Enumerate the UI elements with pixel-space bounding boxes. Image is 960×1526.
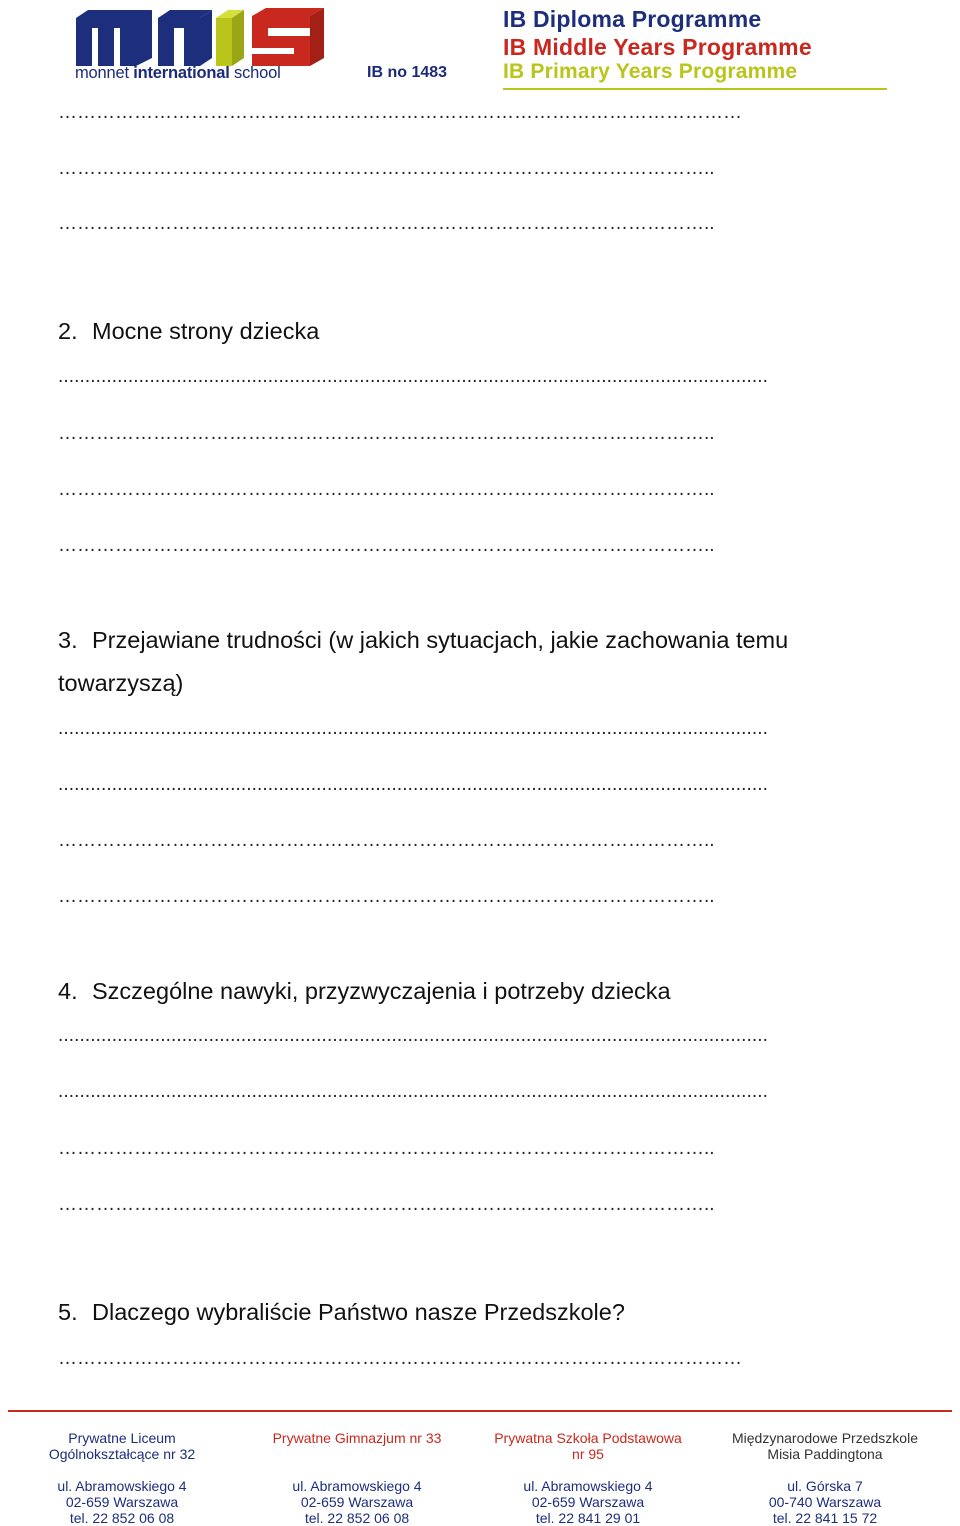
answer-line[interactable]: ………………………………………………………………………………………….. [58,830,715,851]
question-5-heading: 5. Dlaczego wybraliście Państwo nasze Przedszkole? [58,1299,625,1325]
footer-city: 02-659 Warszawa [531,1494,645,1510]
question-4-heading: 4. Szczególne nawyki, przyzwyczajenia i potrzeby dziecka [58,978,671,1004]
answer-line[interactable]: ………………………………………………………………………………………….. [58,535,715,556]
footer-school-name-line2: Ogólnokształcące nr 32 [48,1446,196,1462]
answer-line[interactable]: ……………………………………………………………………………………………… [58,1348,742,1369]
footer-address: ul. Abramowskiego 4 [57,1478,187,1494]
footer-school-name: Prywatne Gimnazjum nr 33 [272,1430,442,1446]
answer-line[interactable]: .................................................................................................................................... [58,366,769,387]
footer-column-gimnazjum [237,1430,477,1526]
footer-phone: tel. 22 852 06 08 [69,1510,175,1526]
programme-primary-years: IB Primary Years Programme [503,60,798,83]
answer-line[interactable]: ………………………………………………………………………………………….. [58,423,715,444]
footer-address: ul. Górska 7 [787,1478,863,1494]
answer-line[interactable]: ………………………………………………………………………………………….. [58,1138,715,1159]
answer-line[interactable]: ……………………………………………………………………………………………… [58,102,742,123]
footer-school-name-line2: nr 95 [572,1446,604,1462]
answer-line[interactable]: ………………………………………………………………………………………….. [58,158,715,179]
footer-phone: tel. 22 841 29 01 [535,1510,641,1526]
school-name: monnet international school [75,64,281,82]
footer-school-name: Prywatne Liceum [68,1430,176,1446]
answer-line[interactable]: ………………………………………………………………………………………….. [58,213,715,234]
programme-diploma: IB Diploma Programme [503,6,762,32]
footer-address: ul. Abramowskiego 4 [292,1478,422,1494]
answer-line[interactable]: ………………………………………………………………………………………….. [58,1194,715,1215]
footer-address: ul. Abramowskiego 4 [523,1478,653,1494]
footer-city: 02-659 Warszawa [65,1494,179,1510]
footer-school-name-line2 [237,1446,477,1462]
footer-school-name: Prywatna Szkoła Podstawowa [494,1430,682,1446]
footer-school-name-line2: Misia Paddingtona [767,1446,883,1462]
question-3-heading-continued: towarzyszą) [58,670,184,696]
answer-line[interactable]: ………………………………………………………………………………………….. [58,886,715,907]
footer-school-name: Międzynarodowe Przedszkole [732,1430,918,1446]
footer-phone: tel. 22 852 06 08 [304,1510,410,1526]
answer-line[interactable]: ………………………………………………………………………………………….. [58,479,715,500]
footer-divider [8,1410,952,1412]
answer-line[interactable]: .................................................................................................................................... [58,774,769,795]
letterhead [0,0,960,95]
footer-city: 02-659 Warszawa [300,1494,414,1510]
header-divider [503,88,887,90]
footer-phone: tel. 22 841 15 72 [772,1510,878,1526]
footer-column-szkola-podstawowa [468,1430,708,1526]
footer-city: 00-740 Warszawa [768,1494,882,1510]
answer-line[interactable]: .................................................................................................................................... [58,1025,769,1046]
school-logo-icon [74,6,334,68]
programme-middle-years: IB Middle Years Programme [503,34,812,60]
answer-line[interactable]: .................................................................................................................................... [58,1081,769,1102]
footer-column-liceum [2,1430,242,1526]
question-3-heading: 3. Przejawiane trudności (w jakich sytuacjach, jakie zachowania temu [58,627,789,653]
footer-column-przedszkole [705,1430,945,1526]
answer-line[interactable]: .................................................................................................................................... [58,718,769,739]
question-2-heading: 2. Mocne strony dziecka [58,318,320,344]
ib-number: IB no 1483 [367,64,448,81]
